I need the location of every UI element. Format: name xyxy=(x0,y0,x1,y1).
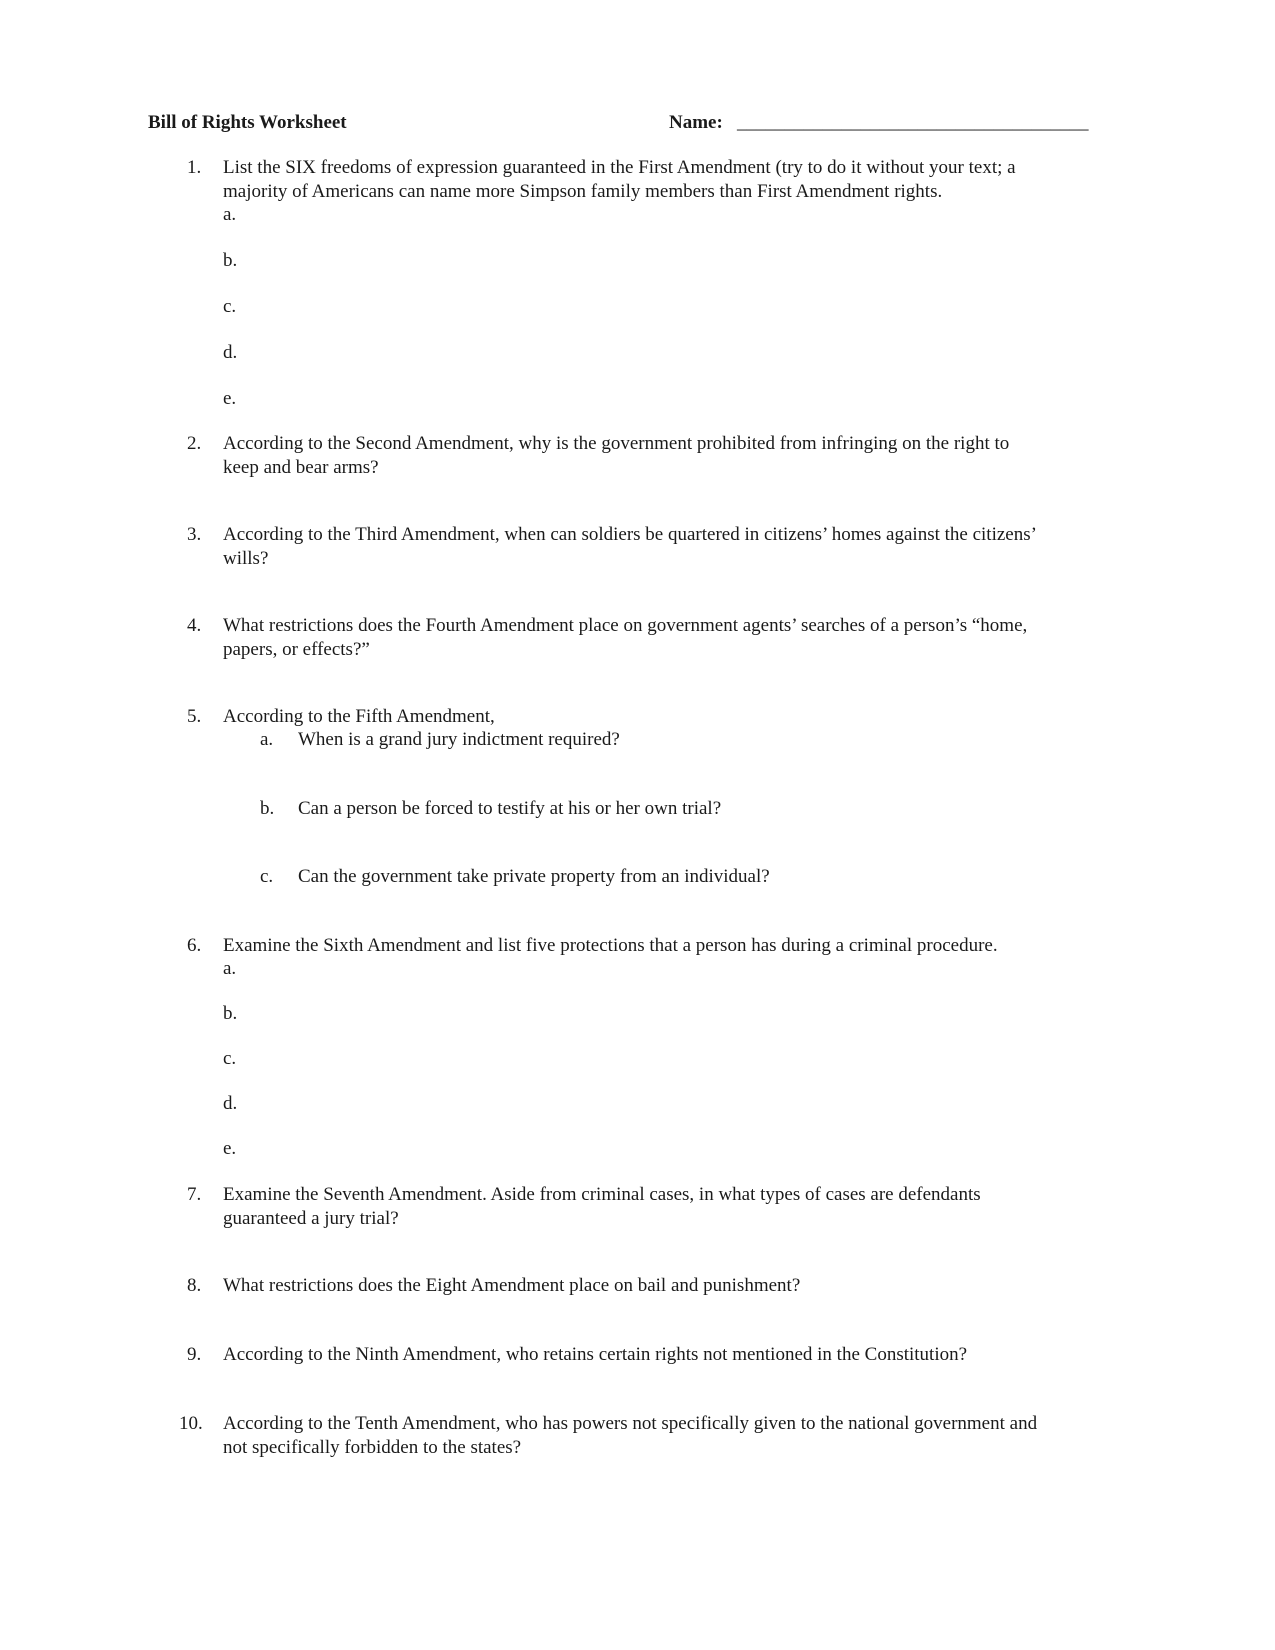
question-text: wills? xyxy=(223,548,269,569)
sub-question-letter: b. xyxy=(260,798,275,819)
question-text: According to the Third Amendment, when can soldiers be quartered in citizens’ homes against the citizens’ xyxy=(223,524,1037,545)
question-number: 1. xyxy=(187,157,202,178)
question-number: 9. xyxy=(187,1344,202,1365)
question-text: Examine the Sixth Amendment and list five protections that a person has during a criminal procedure. xyxy=(223,935,998,956)
answer-letter: c. xyxy=(223,296,237,317)
sub-question-letter: c. xyxy=(260,866,274,887)
question-number: 7. xyxy=(187,1184,202,1205)
question-text: guaranteed a jury trial? xyxy=(223,1208,399,1229)
name-input-line[interactable]: _____________________________________ xyxy=(737,112,1089,133)
question-number: 2. xyxy=(187,433,202,454)
question-number: 10. xyxy=(179,1413,203,1434)
question-text: not specifically forbidden to the states? xyxy=(223,1437,522,1458)
question-number: 6. xyxy=(187,935,202,956)
answer-letter: e. xyxy=(223,388,237,409)
question-text: majority of Americans can name more Simpson family members than First Amendment rights. xyxy=(223,181,943,202)
sub-question-text: Can a person be forced to testify at his or her own trial? xyxy=(298,798,722,819)
question-number: 8. xyxy=(187,1275,202,1296)
question-number: 3. xyxy=(187,524,202,545)
name-label: Name: xyxy=(669,112,723,133)
question-text: papers, or effects?” xyxy=(223,639,370,660)
question-number: 4. xyxy=(187,615,202,636)
question-text: According to the Second Amendment, why is the government prohibited from infringing on the right to xyxy=(223,433,1010,454)
question-text: List the SIX freedoms of expression guaranteed in the First Amendment (try to do it without your text; a xyxy=(223,157,1016,178)
question-text: Examine the Seventh Amendment. Aside from criminal cases, in what types of cases are defendants xyxy=(223,1184,981,1205)
question-text: What restrictions does the Fourth Amendment place on government agents’ searches of a person’s “home, xyxy=(223,615,1028,636)
question-number: 5. xyxy=(187,706,202,727)
answer-letter: e. xyxy=(223,1138,237,1159)
answer-letter: a. xyxy=(223,204,237,225)
answer-letter: c. xyxy=(223,1048,237,1069)
question-text: keep and bear arms? xyxy=(223,457,379,478)
worksheet-title: Bill of Rights Worksheet xyxy=(148,112,347,133)
answer-letter: b. xyxy=(223,250,238,271)
sub-question-text: When is a grand jury indictment required? xyxy=(298,729,620,750)
question-text: According to the Tenth Amendment, who has powers not specifically given to the national government and xyxy=(223,1413,1038,1434)
answer-letter: b. xyxy=(223,1003,238,1024)
sub-question-letter: a. xyxy=(260,729,274,750)
question-text: According to the Ninth Amendment, who retains certain rights not mentioned in the Constitution? xyxy=(223,1344,968,1365)
answer-letter: d. xyxy=(223,1093,238,1114)
question-text: According to the Fifth Amendment, xyxy=(223,706,495,727)
answer-letter: a. xyxy=(223,958,237,979)
sub-question-text: Can the government take private property from an individual? xyxy=(298,866,770,887)
answer-letter: d. xyxy=(223,342,238,363)
question-text: What restrictions does the Eight Amendment place on bail and punishment? xyxy=(223,1275,801,1296)
